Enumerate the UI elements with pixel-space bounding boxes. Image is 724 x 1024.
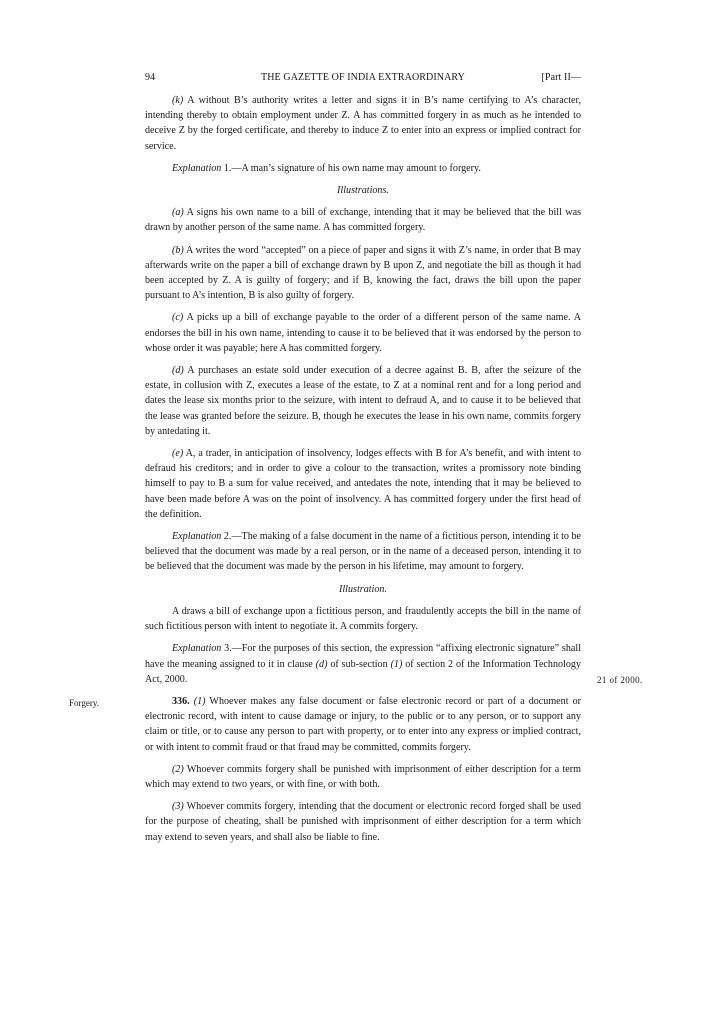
illustrations-heading: Illustrations.	[337, 185, 389, 197]
page-number: 94	[145, 72, 156, 83]
illustration-heading: Illustration.	[339, 583, 387, 595]
illustration-k: (k) A without B’s authority writes a letter and signs it in B’s name certifying to A’s character, intending thereby to obtain employment under Z. A has committed forgery in as much as he intended to deceive Z by the forged certificate, and thereby to induce Z to enter into an express or implied contract for service.	[145, 95, 581, 152]
section-336-sub-3: (3) Whoever commits forgery, intending that the document or electronic record forged shall be used for the purpose of cheating, shall be punished with imprisonment of either description for a term which may extend to seven years, and shall also be liable to fine.	[145, 801, 581, 843]
explanation-1: Explanation 1.—A man’s signature of his own name may amount to forgery.	[172, 162, 481, 174]
document-body	[69, 93, 643, 852]
section-336-sub-2: (2) Whoever commits forgery shall be punished with imprisonment of either description for a term which may extend to two years, or with fine, or with both.	[145, 763, 581, 790]
illustration-a: (a) A signs his own name to a bill of exchange, intending that it may be believed that the bill was drawn by another person of the same name. A has committed forgery.	[145, 207, 581, 234]
gazette-title: THE GAZETTE OF INDIA EXTRAORDINARY	[261, 72, 465, 83]
part-label: [Part II—	[541, 72, 581, 83]
explanation-2: Explanation 2.—The making of a false document in the name of a fictitious person, intending it to be believed that the document was made by a real person, or in the name of a deceased person, intending it to be believed that the document was made by the person in his lifetime, may amount to forgery.	[145, 531, 581, 573]
section-336-sub-1: Forgery. 336. (1) Whoever makes any false document or false electronic record or part of a document or electronic record, with intent to cause damage or injury, to the public or to any person, or to support any claim or title, or to cause any person to part with property, or to enter into any express or implied contract, or with intent to commit fraud or that fraud may be committed, commits forgery.	[69, 695, 581, 753]
illustration-text: A draws a bill of exchange upon a fictitious person, and fraudulently accepts the bill in the name of such fictitious person with intent to negotiate it. A commits forgery.	[145, 605, 581, 633]
illustration-e: (e) A, a trader, in anticipation of insolvency, lodges effects with B for A’s benefit, and with intent to defraud his creditors; and in order to give a colour to the transaction, writes a promissory note binding himself to pay to B a sum for value received, and antedates the note, intending that it may be believed to have been made before A was on the point of insolvency. A has committed forgery under the first head of the definition.	[145, 448, 581, 520]
illustration-b: (b) A writes the word “accepted” on a piece of paper and signs it with Z’s name, in order that B may afterwards write on the paper a bill of exchange drawn by B upon Z, and negotiate the bill as though it had been accepted by Z. A is guilty of forgery; and if B, knowing the fact, draws the bill upon the paper pursuant to A’s intention, B is also guilty of forgery.	[145, 244, 581, 302]
section-number: 336.	[172, 695, 190, 707]
illustration-d: (d) A purchases an estate sold under execution of a decree against B. B, after the seizure of the estate, in collusion with Z, executes a lease of the estate, to Z at a nominal rent and for a long period and dates the lease six months prior to the seizure, with intent to defraud A, and to cause it to be believed that the lease was granted before the seizure. B, though he executes the lease in his own name, commits forgery by antedating it.	[145, 365, 581, 437]
margin-note-act-reference: 21 of 2000.	[597, 675, 643, 686]
margin-note-forgery: Forgery.	[69, 697, 99, 708]
explanation-3: Explanation 3.—For the purposes of this section, the expression “affixing electronic signature” shall have the meaning assigned to it in clause (d) of sub-section (1) of section 2 of the Information Technology Act, 2000. 21 of 2000.	[145, 641, 581, 687]
illustration-c: (c) A picks up a bill of exchange payable to the order of a different person of the same name. A endorses the bill in his own name, intending to cause it to be believed that it was endorsed by the person to whose order it was payable; here A has committed forgery.	[145, 312, 581, 354]
